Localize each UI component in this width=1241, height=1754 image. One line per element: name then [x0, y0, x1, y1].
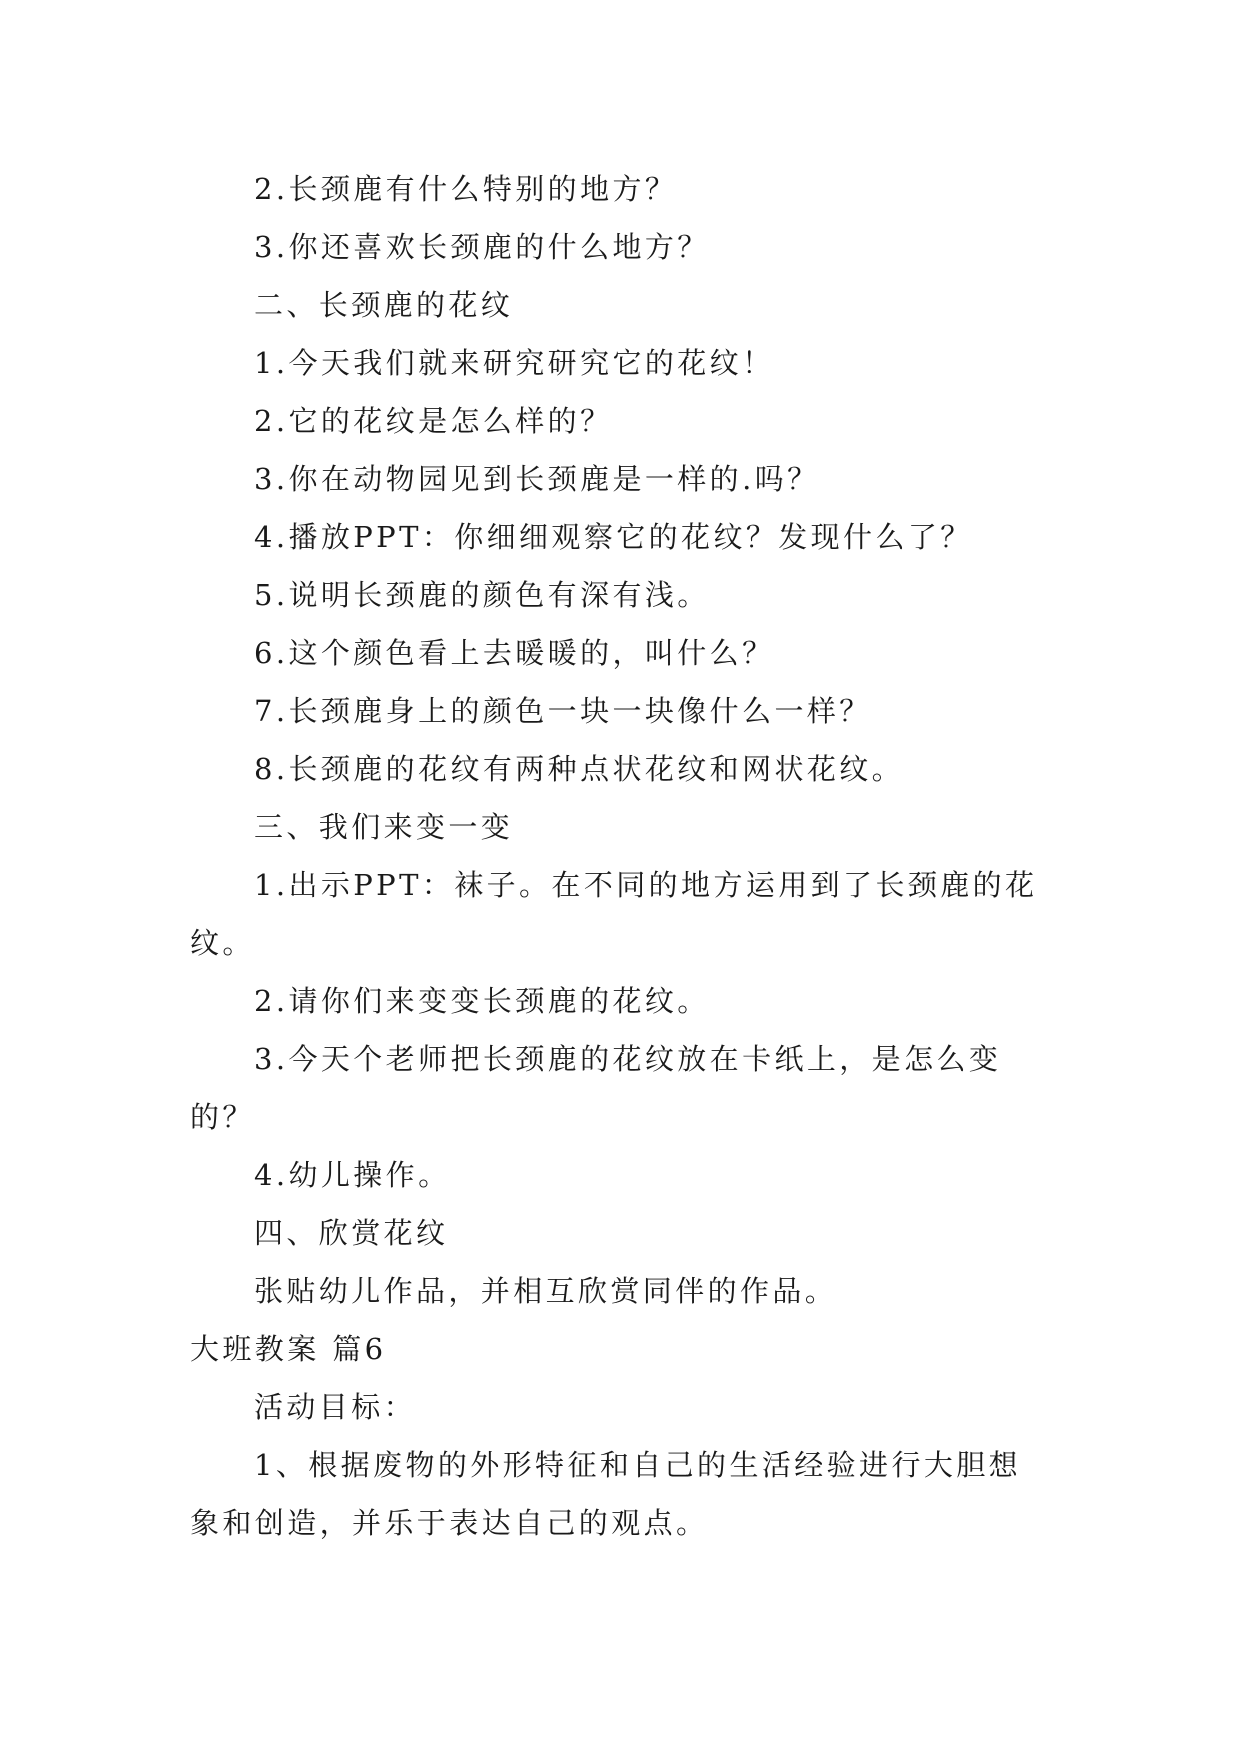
paragraph: 5.说明长颈鹿的颜色有深有浅。 [254, 578, 710, 612]
paragraph: 2.它的花纹是怎么样的？ [254, 404, 613, 438]
paragraph: 3.你还喜欢长颈鹿的什么地方？ [254, 230, 710, 264]
paragraph: 7.长颈鹿身上的颜色一块一块像什么一样？ [254, 694, 872, 728]
document-body [190, 160, 1052, 1552]
section-heading: 三、我们来变一变 [254, 810, 514, 844]
paragraph: 2.长颈鹿有什么特别的地方？ [254, 172, 678, 206]
paragraph: 4.幼儿操作。 [254, 1158, 451, 1192]
paragraph: 8.长颈鹿的花纹有两种点状花纹和网状花纹。 [254, 752, 905, 786]
paragraph: 1.今天我们就来研究研究它的花纹！ [254, 346, 775, 380]
lesson-title: 大班教案 篇6 [190, 1332, 387, 1366]
paragraph: 3.今天个老师把长颈鹿的花纹放在卡纸上，是怎么变的？ [190, 1042, 1002, 1134]
paragraph: 4.播放PPT：你细细观察它的花纹？发现什么了？ [254, 520, 973, 554]
paragraph: 6.这个颜色看上去暖暖的，叫什么？ [254, 636, 775, 670]
section-heading: 二、长颈鹿的花纹 [254, 288, 514, 322]
paragraph: 1、根据废物的外形特征和自己的生活经验进行大胆想象和创造，并乐于表达自己的观点。 [190, 1448, 1022, 1540]
paragraph: 张贴幼儿作品，并相互欣赏同伴的作品。 [254, 1274, 838, 1308]
section-heading: 四、欣赏花纹 [254, 1216, 449, 1250]
paragraph: 3.你在动物园见到长颈鹿是一样的.吗？ [254, 462, 820, 496]
paragraph: 1.出示PPT：袜子。在不同的地方运用到了长颈鹿的花纹。 [190, 868, 1038, 960]
paragraph: 2.请你们来变变长颈鹿的花纹。 [254, 984, 710, 1018]
section-heading: 活动目标： [254, 1390, 417, 1424]
